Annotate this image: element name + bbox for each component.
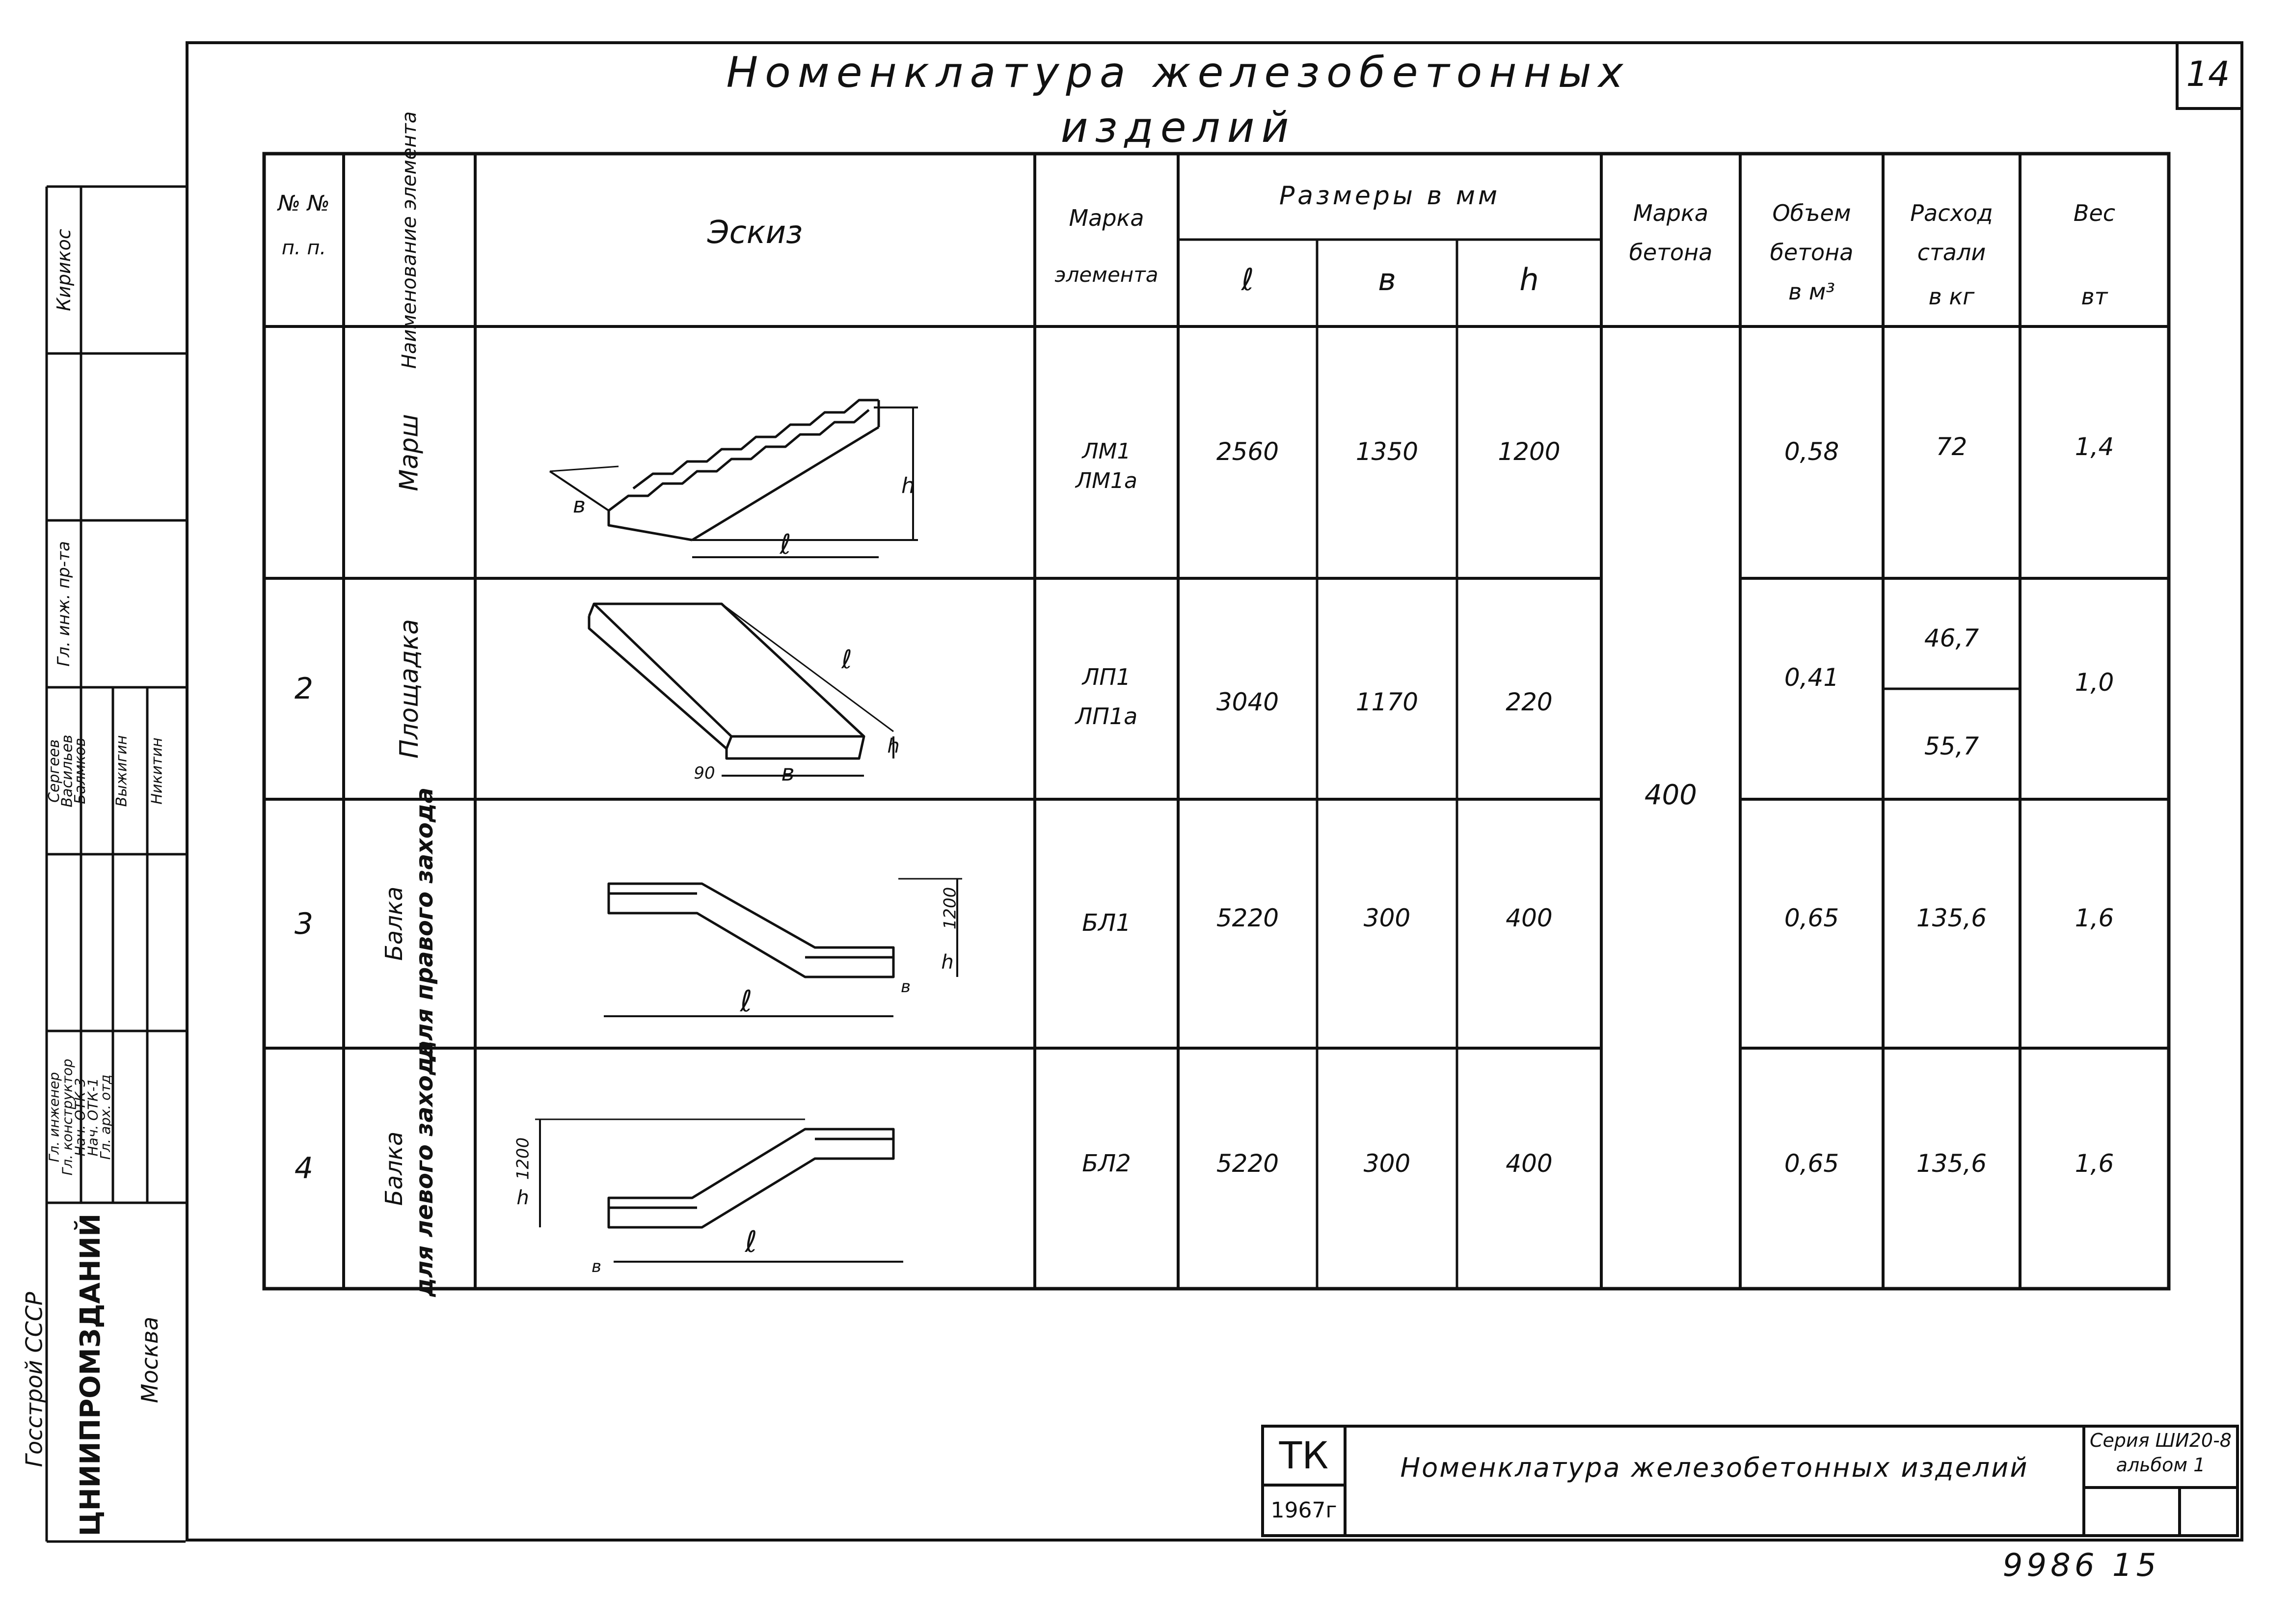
header-weight-1: Вес xyxy=(2073,200,2116,227)
stamp-extra-name: Кирикос xyxy=(53,229,75,311)
row2-volume: 0,41 xyxy=(1784,663,1839,692)
header-concrete-sub: бетона xyxy=(1629,239,1713,266)
landing-label-h: h xyxy=(887,735,900,758)
stamp-role-3: Нач. ОТК-3 xyxy=(72,1078,88,1156)
row2-mark-1: ЛП1 xyxy=(1082,664,1131,691)
row4-num: 4 xyxy=(294,1151,314,1186)
stamp-role-5: Гл. арх. отд xyxy=(97,1074,114,1160)
row1-b: 1350 xyxy=(1355,437,1419,466)
stamp-name-4: Выжигин xyxy=(113,735,131,807)
march-label-b: в xyxy=(573,493,586,518)
title-block-year: 1967г xyxy=(1270,1497,1337,1523)
header-num: № № xyxy=(278,191,330,217)
row3-num: 3 xyxy=(294,906,314,941)
row1-name: Марш xyxy=(394,413,424,491)
stamp-name-2: Васильев xyxy=(58,734,76,807)
row4-l: 5220 xyxy=(1216,1149,1279,1178)
row4-h: 400 xyxy=(1506,1149,1553,1178)
beam-right-label-1200: 1200 xyxy=(940,887,960,930)
beam-left-label-1200: 1200 xyxy=(513,1137,533,1180)
stamp-name-3: Балмков xyxy=(71,737,89,804)
stamp-city: Москва xyxy=(136,1316,163,1404)
row3-weight: 1,6 xyxy=(2075,903,2114,932)
header-volume-3: в м³ xyxy=(1788,278,1835,305)
row3-volume: 0,65 xyxy=(1784,903,1839,932)
row2-steel-2: 55,7 xyxy=(1924,731,1979,760)
row1-weight: 1,4 xyxy=(2075,432,2114,461)
row2-weight: 1,0 xyxy=(2075,668,2114,697)
footer-number: 9986 15 xyxy=(2002,1547,2160,1584)
header-volume-2: бетона xyxy=(1770,239,1854,266)
row1-l: 2560 xyxy=(1216,437,1279,466)
header-dim-l: ℓ xyxy=(1241,261,1254,298)
landing-label-90: 90 xyxy=(694,763,715,783)
stamp-role-2: Гл. конструктор xyxy=(59,1058,76,1175)
row1-volume: 0,58 xyxy=(1784,437,1839,466)
march-label-h: h xyxy=(901,473,915,499)
row3-h: 400 xyxy=(1506,903,1553,932)
row2-b: 1170 xyxy=(1355,687,1419,716)
header-steel-1: Расход xyxy=(1910,200,1993,227)
row2-h: 220 xyxy=(1506,687,1553,716)
stamp-role-1: Гл. инженер xyxy=(46,1072,62,1162)
row1-h: 1200 xyxy=(1498,437,1561,466)
beam-left-label-l: ℓ xyxy=(745,1225,757,1259)
header-name: Наименование элемента xyxy=(398,111,421,369)
header-sketch: Эскиз xyxy=(707,215,803,251)
row2-num: 2 xyxy=(294,672,314,706)
row2-mark-2: ЛП1а xyxy=(1075,703,1138,730)
row2-name: Площадка xyxy=(395,619,425,759)
row1-mark-2: ЛМ1а xyxy=(1075,468,1137,494)
header-num-sub: п. п. xyxy=(281,237,326,259)
row4-b: 300 xyxy=(1363,1149,1411,1178)
stamp-name-1: Сергеев xyxy=(45,739,63,803)
title-block-name: Номенклатура железобетонных изделий xyxy=(1400,1452,2029,1483)
header-volume-1: Объем xyxy=(1772,200,1851,227)
row2-l: 3040 xyxy=(1216,687,1279,716)
header-mark-sub: элемента xyxy=(1054,262,1159,287)
header-dim-h: h xyxy=(1519,261,1539,298)
beam-right-label-h: h xyxy=(941,951,954,974)
beam-left-label-h: h xyxy=(516,1187,529,1209)
title-block-album: альбом 1 xyxy=(2116,1454,2206,1476)
march-label-l: ℓ xyxy=(780,528,791,561)
title-block-series: Серия ШИ20-8 xyxy=(2090,1430,2232,1452)
landing-label-b: в xyxy=(781,759,795,786)
row4-mark: БЛ2 xyxy=(1082,1149,1131,1177)
stamp-org-name: ЦНИИПРОМЗДАНИЙ xyxy=(75,1213,107,1536)
concrete-grade: 400 xyxy=(1644,779,1697,811)
row3-mark: БЛ1 xyxy=(1082,909,1131,937)
stamp-name-5: Никитин xyxy=(148,737,166,805)
row4-steel: 135,6 xyxy=(1916,1149,1987,1178)
row3-b: 300 xyxy=(1363,903,1411,932)
header-concrete: Марка xyxy=(1633,200,1709,227)
row1-mark-1: ЛМ1 xyxy=(1082,439,1131,464)
stamp-org-top: Госстрой СССР xyxy=(21,1292,48,1467)
stamp-extra-role: Гл. инж. пр-та xyxy=(54,541,74,667)
landing-label-l: ℓ xyxy=(841,645,852,675)
header-mark: Марка xyxy=(1069,205,1144,232)
row1-steel: 72 xyxy=(1936,432,1968,461)
beam-left-label-b: в xyxy=(591,1256,602,1276)
stamp-role-4: Нач. ОТК-1 xyxy=(84,1078,101,1156)
row3-l: 5220 xyxy=(1216,903,1279,932)
row4-name: Балка для левого захода xyxy=(380,1040,438,1297)
header-steel-3: в кг xyxy=(1928,283,1975,310)
header-dims: Размеры в мм xyxy=(1279,181,1501,211)
beam-right-label-b: в xyxy=(900,976,911,997)
title-block-code: ТК xyxy=(1279,1433,1329,1477)
header-weight-2: вт xyxy=(2081,283,2108,310)
beam-right-label-l: ℓ xyxy=(740,984,753,1019)
page-number: 14 xyxy=(2186,54,2230,94)
row3-steel: 135,6 xyxy=(1916,903,1987,932)
page-title: Номенклатура железобетонных изделий xyxy=(726,48,1630,152)
header-dim-b: в xyxy=(1378,261,1396,298)
row4-weight: 1,6 xyxy=(2075,1149,2114,1178)
row2-steel-1: 46,7 xyxy=(1924,623,1979,652)
row3-name: Балка для правого захода xyxy=(380,787,439,1060)
header-steel-2: стали xyxy=(1917,239,1986,266)
row4-volume: 0,65 xyxy=(1784,1149,1839,1178)
